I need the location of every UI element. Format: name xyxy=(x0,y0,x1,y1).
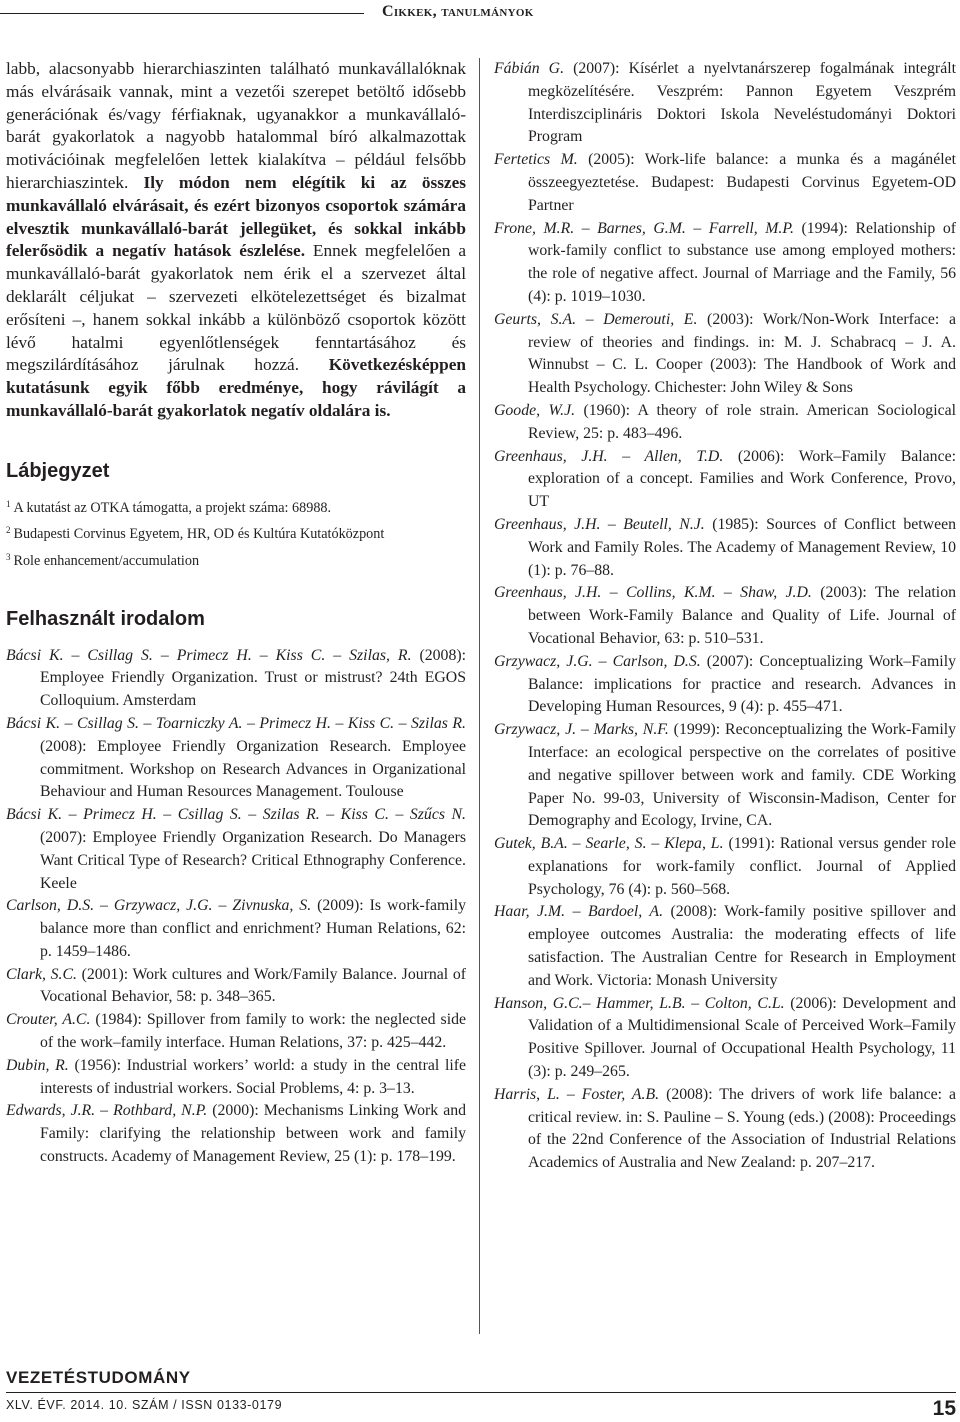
reference-authors: Bácsi K. – Csillag S. – Toarniczky A. – Primecz H. – Kiss C. – Szilas R. xyxy=(6,714,466,732)
reference-item xyxy=(494,218,956,309)
issue-info: XLV. ÉVF. 2014. 10. SZÁM / ISSN 0133-0179 xyxy=(6,1398,283,1412)
reference-details: (1999): Reconceptualizing the Work-Family Interface: an ecological perspective on the correlates of positive and negative spillover between work and family. CDE Working Paper No. 99-03, University of Wisconsin-Madison, Center for Demography and Ecology, Irvine, CA. xyxy=(528,721,956,830)
references-list-right xyxy=(494,58,956,1175)
reference-authors: Grzywacz, J.G. – Carlson, D.S. xyxy=(494,652,701,670)
reference-authors: Gutek, B.A. – Searle, S. – Klepa, L. xyxy=(494,835,724,853)
reference-details: (1956): Industrial workers’ world: a study in the central life interests of industrial workers. Social Problems, 4: p. 3–13. xyxy=(40,1056,466,1097)
reference-item xyxy=(494,993,956,1084)
reference-details: (2008): Employee Friendly Organization. Trust or mistrust? 24th EGOS Colloquium. Amsterdam xyxy=(40,646,467,710)
reference-item xyxy=(494,719,956,833)
running-head-rule xyxy=(0,13,364,14)
reference-details: (2008): Employee Friendly Organization Research. Employee commitment. Workshop on Research Advances in Organizational Behaviour and Human Resources Management. Toulouse xyxy=(40,737,466,801)
reference-details: (1985): Sources of Conflict between Work and Family Roles. The Academy of Management Review, 10 (1): p. 76–88. xyxy=(528,515,956,579)
reference-item xyxy=(6,713,466,804)
reference-item xyxy=(494,400,956,446)
reference-details: (2008): The drivers of work life balance: a critical review. in: S. Pauline – S. Young (eds.) (2008): Proceedings of the 22nd Conference of the Association of Industrial Relations Academics of Australia and New Zealand: p. 207–217. xyxy=(528,1085,957,1172)
reference-details: (1991): Rational versus gender role explanations for work-family conflict. Journal of Applied Psychology, 76 (4): p. 560–568. xyxy=(528,835,956,898)
reference-item xyxy=(494,582,956,650)
reference-details: (2003): Work/Non-Work Interface: a review of theories and findings. in: M. J. Schabracq – J. A. Winnubst – C. L. Cooper (2003): The Handbook of Work and Health Psychology. Chichester: John Wiley & Sons xyxy=(528,310,956,397)
references-list-left xyxy=(6,645,466,1169)
reference-details: (2003): The relation between Work-Family Balance and Quality of Life. Journal of Vocational Behavior, 63: p. 510–531. xyxy=(528,584,956,647)
reference-authors: Grzywacz, J. – Marks, N.F. xyxy=(494,721,669,739)
footnote xyxy=(6,493,466,520)
reference-details: (2006): Development and Validation of a Multidimensional Scale of Perceived Work–Family Positive Spillover. Journal of Occupational Health Psychology, 11 (3): p. 249–265. xyxy=(528,994,956,1081)
reference-authors: Edwards, J.R. – Rothbard, N.P. xyxy=(6,1102,208,1120)
reference-authors: Crouter, A.C. xyxy=(6,1011,91,1029)
reference-item xyxy=(494,514,956,582)
reference-item xyxy=(494,309,956,400)
reference-authors: Carlson, D.S. – Grzywacz, J.G. – Zivnuska, S. xyxy=(6,897,312,915)
reference-item xyxy=(6,964,466,1010)
references-heading: Felhasznált irodalom xyxy=(6,607,205,630)
reference-details: (1960): A theory of role strain. American Sociological Review, 25: p. 483–496. xyxy=(528,401,956,442)
footnote-number: 3 xyxy=(6,551,11,562)
reference-authors: Greenhaus, J.H. – Collins, K.M. – Shaw, J.D. xyxy=(494,584,812,602)
reference-authors: Frone, M.R. – Barnes, G.M. – Farrell, M.P. xyxy=(494,219,794,237)
reference-details: (2001): Work cultures and Work/Family Balance. Journal of Vocational Behavior, 58: p. 348–365. xyxy=(40,965,467,1006)
reference-details: (2008): Work-family positive spillover and employee outcomes Australia: the moderating effects of life satisfaction. The Australian Centre for Research in Employment and Work. Victoria: Monash University xyxy=(528,903,956,989)
reference-item xyxy=(494,833,956,901)
body-paragraph xyxy=(6,58,466,423)
reference-authors: Fábián G. xyxy=(494,60,565,77)
reference-authors: Bácsi K. – Primecz H. – Csillag S. – Szilas R. – Kiss C. – Szűcs N. xyxy=(6,806,466,824)
reference-details: (2006): Work–Family Balance: exploration of a concept. Families and Work Conference, Provo, UT xyxy=(528,447,956,511)
reference-authors: Dubin, R. xyxy=(6,1056,69,1074)
footnote-text: Role enhancement/accumulation xyxy=(13,552,200,569)
reference-item xyxy=(6,804,466,895)
footnote-text: A kutatást az OTKA támogatta, a projekt száma: 68988. xyxy=(13,499,332,516)
body-text-bold-1: Ily módon nem elégítik ki az összes munkavállaló elvárásait, és ezért bizonyos csoportok számára elvesztik munkavállaló-barát jellegüket, és sokkal inkább felerősödik a negatív hatások észlelése. xyxy=(6,172,466,261)
reference-authors: Harris, L. – Foster, A.B. xyxy=(494,1085,660,1103)
reference-authors: Clark, S.C. xyxy=(6,965,77,983)
body-text-bold-2: Következésképpen kutatásunk egyik főbb eredménye, hogy rávilágít a munkavállaló-barát gyakorlatok negatív oldalára is. xyxy=(6,355,466,420)
reference-authors: Greenhaus, J.H. – Beutell, N.J. xyxy=(494,515,705,533)
column-divider xyxy=(479,58,480,1334)
reference-authors: Bácsi K. – Csillag S. – Primecz H. – Kiss C. – Szilas, R. xyxy=(6,646,412,664)
running-head xyxy=(0,0,960,30)
reference-item xyxy=(494,651,956,719)
reference-item xyxy=(6,1055,466,1101)
reference-details: (2007): Conceptualizing Work–Family Balance: implications for practice and research. Advances in Developing Human Resources, 9 (4): p. 455–471. xyxy=(528,652,956,716)
reference-item xyxy=(6,1009,466,1055)
page-number: 15 xyxy=(932,1397,956,1420)
footnote-text: Budapesti Corvinus Egyetem, HR, OD és Kultúra Kutatóközpont xyxy=(13,526,385,543)
footer-rule xyxy=(6,1392,956,1393)
right-column xyxy=(494,58,956,1175)
reference-details: (1994): Relationship of work-family conflict to substance use among employed mothers: the role of negative affect. Journal of Marriage and the Family, 56 (4): p. 1019–1030. xyxy=(528,219,956,305)
reference-item xyxy=(6,895,466,963)
footnotes-list xyxy=(6,493,466,573)
reference-authors: Geurts, S.A. – Demerouti, E. xyxy=(494,310,698,328)
reference-authors: Haar, J.M. – Bardoel, A. xyxy=(494,903,664,921)
footnotes-heading: Lábjegyzet xyxy=(6,459,110,482)
reference-authors: Goode, W.J. xyxy=(494,401,576,419)
reference-item xyxy=(6,645,466,713)
reference-details: (1984): Spillover from family to work: the neglected side of the work–family interface. Human Relations, 37: p. 425–442. xyxy=(40,1011,466,1052)
journal-title: VEZETÉSTUDOMÁNY xyxy=(6,1368,191,1387)
reference-details: (2007): Kísérlet a nyelvtanárszerep fogalmának integrált megközelítésére. Veszprém: Pannon Egyetem Veszprém Interdiszciplináris Doktori Iskola Neveléstudományi Doktori Program xyxy=(528,60,956,146)
body-text-1: labb, alacsonyabb hierarchiaszinten található munkavállalóknak más elvárásaik vannak, mint a vezetői szerepet betöltő idősebb generációnak és/vagy férfiaknak, ugyanakkor a munkavállaló-barát gyakorlatok a nagyobb hatalommal bíró alkalmazottak motivációinak megfelelően lettek kialakítva – például felsőbb hierarchiaszintek. xyxy=(6,59,466,192)
reference-item xyxy=(6,1100,466,1168)
footnote-number: 2 xyxy=(6,525,11,536)
reference-item xyxy=(494,446,956,514)
body-text-2: Ennek megfelelően a munkavállaló-barát gyakorlatok nem érik el a szervezet által deklarált céljukat – szervezeti elkötelezettséget és bizalmat erősíteni –, hanem sokkal inkább a különböző csoportok között lévő hatalmi egyenlőtlenségek fenntartásához és megszilárdításához járulnak hozzá. xyxy=(6,241,466,375)
footnote xyxy=(6,546,466,573)
reference-authors: Fertetics M. xyxy=(494,151,578,169)
reference-item xyxy=(494,58,956,149)
footnote-number: 1 xyxy=(6,498,11,509)
reference-details: (2009): Is work-family balance more than conflict and enrichment? Human Relations, 62: p. 1459–1486. xyxy=(40,897,466,960)
left-column xyxy=(6,58,466,1169)
reference-details: (2005): Work-life balance: a munka és a magánélet összeegyeztetése. Budapest: Budapesti Corvinus Egyetem-OD Partner xyxy=(528,151,957,214)
reference-item xyxy=(494,1084,956,1175)
reference-details: (2000): Mechanisms Linking Work and Family: clarifying the relationship between work and family constructs. Academy of Management Review, 25 (1): p. 178–199. xyxy=(40,1102,467,1166)
reference-authors: Greenhaus, J.H. – Allen, T.D. xyxy=(494,447,724,465)
footnote xyxy=(6,519,466,546)
reference-item xyxy=(494,149,956,217)
section-title: Cikkek, tanulmányok xyxy=(382,3,534,20)
reference-authors: Hanson, G.C.– Hammer, L.B. – Colton, C.L. xyxy=(494,994,785,1012)
reference-details: (2007): Employee Friendly Organization Research. Do Managers Want Critical Type of Research? Critical Ethnography Conference. Keele xyxy=(40,828,466,892)
reference-item xyxy=(494,901,956,992)
